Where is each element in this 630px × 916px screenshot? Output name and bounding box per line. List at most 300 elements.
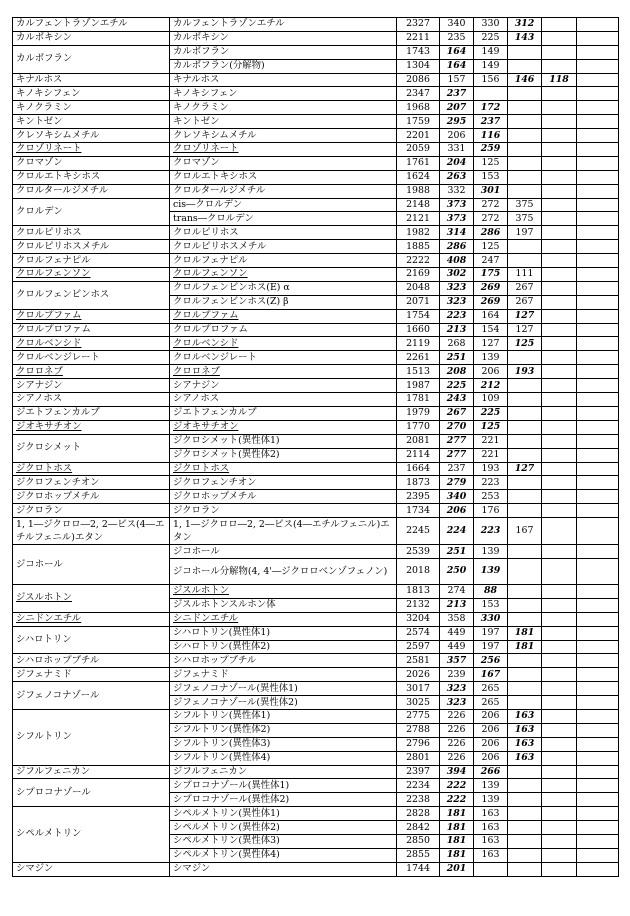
compound-name: ジコホール bbox=[16, 558, 63, 570]
retention-index-cell: 2395 bbox=[397, 490, 440, 504]
mz-ion-cell bbox=[508, 170, 542, 184]
mz-ion-cell: 163 bbox=[508, 709, 542, 723]
mz-ion-cell bbox=[508, 87, 542, 101]
compound-name: シアナジン bbox=[16, 379, 63, 391]
mz-ion-cell bbox=[542, 626, 577, 640]
mz-ion-cell bbox=[542, 406, 577, 420]
mz-ion-cell: 373 bbox=[440, 212, 474, 226]
compound-name-cell bbox=[13, 379, 170, 393]
compound-name: シニドンエチル bbox=[16, 613, 82, 625]
retention-index-cell: 2059 bbox=[397, 143, 440, 157]
mz-ion-cell bbox=[508, 420, 542, 434]
analyte-name-cell bbox=[170, 379, 397, 393]
retention-index-cell: 1513 bbox=[397, 365, 440, 379]
analyte-name: シアノホス bbox=[173, 393, 220, 405]
retention-index-cell: 1744 bbox=[397, 862, 440, 876]
mz-ion-cell bbox=[508, 101, 542, 115]
retention-index-cell: 1968 bbox=[397, 101, 440, 115]
analyte-name: クロルフェンソン bbox=[173, 268, 248, 280]
table-row bbox=[13, 626, 619, 640]
analyte-name-cell bbox=[170, 59, 397, 73]
analyte-name: シアナジン bbox=[173, 379, 220, 391]
analyte-name: クロゾリネート bbox=[173, 143, 239, 155]
analyte-name-cell bbox=[170, 765, 397, 779]
retention-index-cell: 2775 bbox=[397, 709, 440, 723]
mz-ion-cell: 167 bbox=[508, 518, 542, 545]
retention-index-cell: 1743 bbox=[397, 45, 440, 59]
analyte-name: ジクロホップメチル bbox=[173, 490, 257, 502]
analyte-name-cell bbox=[170, 115, 397, 129]
mz-ion-cell bbox=[542, 379, 577, 393]
empty-cell bbox=[577, 129, 619, 143]
mz-ion-cell: 373 bbox=[440, 198, 474, 212]
mz-ion-cell: 265 bbox=[474, 682, 508, 696]
compound-name-cell bbox=[13, 545, 170, 585]
analyte-name: クロルベンジレート bbox=[173, 351, 257, 363]
compound-name-cell bbox=[13, 807, 170, 863]
table-row bbox=[13, 323, 619, 337]
mz-ion-cell bbox=[508, 351, 542, 365]
compound-name: クロルフェンビンホス bbox=[16, 289, 110, 301]
analyte-name-cell bbox=[170, 156, 397, 170]
mz-ion-cell: 181 bbox=[508, 626, 542, 640]
mz-ion-cell bbox=[508, 379, 542, 393]
compound-name-cell bbox=[13, 240, 170, 254]
mz-ion-cell: 213 bbox=[440, 598, 474, 612]
mz-ion-cell bbox=[508, 654, 542, 668]
mz-ion-cell bbox=[542, 156, 577, 170]
empty-cell bbox=[577, 807, 619, 821]
mz-ion-cell: 127 bbox=[508, 309, 542, 323]
mz-ion-cell: 206 bbox=[474, 723, 508, 737]
table-row bbox=[13, 668, 619, 682]
analyte-name-cell bbox=[170, 834, 397, 848]
mz-ion-cell: 201 bbox=[440, 862, 474, 876]
mz-ion-cell: 139 bbox=[474, 793, 508, 807]
mz-ion-cell bbox=[508, 476, 542, 490]
compound-name-cell bbox=[13, 18, 170, 32]
mz-ion-cell bbox=[508, 584, 542, 598]
mz-ion-cell bbox=[542, 751, 577, 765]
compound-name-cell bbox=[13, 351, 170, 365]
mz-ion-cell: 330 bbox=[474, 18, 508, 32]
compound-name: ジクロシメット bbox=[16, 442, 82, 454]
mz-ion-cell: 125 bbox=[474, 156, 508, 170]
mz-ion-cell bbox=[508, 115, 542, 129]
analyte-name-cell bbox=[170, 45, 397, 59]
mz-ion-cell: 164 bbox=[474, 309, 508, 323]
table-row bbox=[13, 545, 619, 559]
mz-ion-cell bbox=[542, 309, 577, 323]
mz-ion-cell bbox=[508, 834, 542, 848]
mz-ion-cell: 206 bbox=[474, 751, 508, 765]
mz-ion-cell bbox=[508, 143, 542, 157]
empty-cell bbox=[577, 73, 619, 87]
retention-index-cell: 2245 bbox=[397, 518, 440, 545]
empty-cell bbox=[577, 848, 619, 862]
compound-name: クロルデン bbox=[16, 205, 63, 217]
mz-ion-cell: 164 bbox=[440, 59, 474, 73]
mz-ion-cell: 139 bbox=[474, 351, 508, 365]
mz-ion-cell: 323 bbox=[440, 295, 474, 309]
retention-index-cell: 2081 bbox=[397, 434, 440, 448]
mz-ion-cell bbox=[508, 682, 542, 696]
retention-index-cell: 3204 bbox=[397, 612, 440, 626]
analyte-name-cell bbox=[170, 323, 397, 337]
analyte-name: trans―クロルデン bbox=[173, 212, 254, 224]
retention-index-cell: 2796 bbox=[397, 737, 440, 751]
empty-cell bbox=[577, 281, 619, 295]
analyte-name: クレソキシムメチル bbox=[173, 129, 257, 141]
analyte-name: シプロコナゾール(異性体2) bbox=[173, 793, 290, 805]
mz-ion-cell bbox=[542, 31, 577, 45]
mz-ion-cell bbox=[508, 240, 542, 254]
analyte-name-cell bbox=[170, 626, 397, 640]
compound-name: ジフェナミド bbox=[16, 668, 72, 680]
analyte-name: シフルトリン(異性体1) bbox=[173, 710, 271, 722]
mz-ion-cell: 125 bbox=[508, 337, 542, 351]
empty-cell bbox=[577, 626, 619, 640]
table-row bbox=[13, 612, 619, 626]
mz-ion-cell bbox=[542, 351, 577, 365]
mz-ion-cell: 235 bbox=[440, 31, 474, 45]
table-row bbox=[13, 268, 619, 282]
mz-ion-cell: 153 bbox=[474, 598, 508, 612]
mz-ion-cell: 256 bbox=[474, 654, 508, 668]
mz-ion-cell bbox=[542, 295, 577, 309]
table-row bbox=[13, 434, 619, 448]
compound-name-cell bbox=[13, 626, 170, 654]
table-row bbox=[13, 462, 619, 476]
compound-name: クロロネブ bbox=[16, 365, 63, 377]
analyte-name-cell bbox=[170, 254, 397, 268]
table-row bbox=[13, 129, 619, 143]
analyte-name-cell bbox=[170, 848, 397, 862]
compound-name: シアノホス bbox=[16, 393, 63, 405]
mz-ion-cell bbox=[542, 184, 577, 198]
retention-index-cell: 2169 bbox=[397, 268, 440, 282]
mz-ion-cell bbox=[542, 129, 577, 143]
mz-ion-cell: 250 bbox=[440, 558, 474, 584]
analyte-name-cell bbox=[170, 143, 397, 157]
mz-ion-cell: 125 bbox=[474, 420, 508, 434]
analyte-name: ジコホール bbox=[173, 545, 220, 557]
analyte-name: シペルメトリン(異性体2) bbox=[173, 821, 280, 833]
mz-ion-cell: 340 bbox=[440, 18, 474, 32]
mz-ion-cell: 269 bbox=[474, 281, 508, 295]
mz-ion-cell bbox=[542, 682, 577, 696]
mz-ion-cell: 181 bbox=[440, 848, 474, 862]
mz-ion-cell: 206 bbox=[474, 737, 508, 751]
analyte-name: ジフェナミド bbox=[173, 668, 229, 680]
mz-ion-cell: 206 bbox=[440, 129, 474, 143]
table-row bbox=[13, 226, 619, 240]
mz-ion-cell: 323 bbox=[440, 682, 474, 696]
empty-cell bbox=[577, 490, 619, 504]
table-row bbox=[13, 18, 619, 32]
table-row bbox=[13, 143, 619, 157]
empty-cell bbox=[577, 295, 619, 309]
compound-name-cell bbox=[13, 420, 170, 434]
analyte-name: クロルエトキシホス bbox=[173, 171, 258, 183]
mz-ion-cell: 223 bbox=[440, 309, 474, 323]
compound-name-cell bbox=[13, 682, 170, 710]
analyte-name: キントゼン bbox=[173, 115, 220, 127]
analyte-name-cell bbox=[170, 462, 397, 476]
mz-ion-cell: 449 bbox=[440, 640, 474, 654]
mz-ion-cell: 163 bbox=[474, 807, 508, 821]
compound-name-cell bbox=[13, 393, 170, 407]
mz-ion-cell: 164 bbox=[440, 45, 474, 59]
retention-index-cell: 1660 bbox=[397, 323, 440, 337]
mz-ion-cell: 394 bbox=[440, 765, 474, 779]
table-row bbox=[13, 654, 619, 668]
mz-ion-cell bbox=[508, 406, 542, 420]
mz-ion-cell: 225 bbox=[474, 406, 508, 420]
empty-cell bbox=[577, 420, 619, 434]
analyte-name-cell bbox=[170, 365, 397, 379]
empty-cell bbox=[577, 448, 619, 462]
empty-cell bbox=[577, 254, 619, 268]
analyte-name: クロルプロファム bbox=[173, 324, 248, 336]
retention-index-cell: 2788 bbox=[397, 723, 440, 737]
compound-name-cell bbox=[13, 45, 170, 73]
analyte-name: クロマゾン bbox=[173, 157, 220, 169]
compound-name: クロルフェナピル bbox=[16, 254, 91, 266]
mz-ion-cell bbox=[542, 723, 577, 737]
empty-cell bbox=[577, 365, 619, 379]
compound-name-cell bbox=[13, 323, 170, 337]
retention-index-cell: 2026 bbox=[397, 668, 440, 682]
empty-cell bbox=[577, 212, 619, 226]
mz-ion-cell: 149 bbox=[474, 59, 508, 73]
retention-index-cell: 2574 bbox=[397, 626, 440, 640]
mz-ion-cell bbox=[542, 862, 577, 876]
analyte-name-cell bbox=[170, 226, 397, 240]
mz-ion-cell: 111 bbox=[508, 268, 542, 282]
compound-name: ジスルホトン bbox=[16, 592, 72, 604]
compound-name-cell bbox=[13, 143, 170, 157]
table-row bbox=[13, 406, 619, 420]
empty-cell bbox=[577, 862, 619, 876]
empty-cell bbox=[577, 198, 619, 212]
analyte-name-cell bbox=[170, 862, 397, 876]
mz-ion-cell: 197 bbox=[508, 226, 542, 240]
retention-index-cell: 2132 bbox=[397, 598, 440, 612]
table-row bbox=[13, 862, 619, 876]
table-body bbox=[13, 18, 619, 877]
analyte-name-cell bbox=[170, 351, 397, 365]
mz-ion-cell bbox=[508, 779, 542, 793]
empty-cell bbox=[577, 18, 619, 32]
compound-name-cell bbox=[13, 709, 170, 765]
empty-cell bbox=[577, 518, 619, 545]
analyte-name-cell bbox=[170, 337, 397, 351]
mz-ion-cell: 277 bbox=[440, 434, 474, 448]
mz-ion-cell bbox=[542, 558, 577, 584]
analyte-name-cell bbox=[170, 682, 397, 696]
mz-ion-cell: 277 bbox=[440, 448, 474, 462]
mz-ion-cell: 154 bbox=[474, 323, 508, 337]
compound-name-cell bbox=[13, 779, 170, 807]
mz-ion-cell bbox=[542, 434, 577, 448]
mz-ion-cell bbox=[542, 420, 577, 434]
mz-ion-cell: 375 bbox=[508, 198, 542, 212]
retention-index-cell: 2327 bbox=[397, 18, 440, 32]
mz-ion-cell bbox=[542, 765, 577, 779]
retention-index-cell: 2261 bbox=[397, 351, 440, 365]
empty-cell bbox=[577, 309, 619, 323]
table-row bbox=[13, 420, 619, 434]
mz-ion-cell bbox=[542, 821, 577, 835]
analyte-name-cell bbox=[170, 406, 397, 420]
analyte-name: クロルベンシド bbox=[173, 337, 239, 349]
retention-index-cell: 2211 bbox=[397, 31, 440, 45]
mz-ion-cell bbox=[508, 59, 542, 73]
analyte-name-cell bbox=[170, 295, 397, 309]
compound-name-cell bbox=[13, 198, 170, 226]
mz-ion-cell bbox=[508, 490, 542, 504]
mz-ion-cell bbox=[508, 504, 542, 518]
empty-cell bbox=[577, 351, 619, 365]
compound-name: ジクロフェンチオン bbox=[16, 476, 100, 488]
empty-cell bbox=[577, 504, 619, 518]
empty-cell bbox=[577, 31, 619, 45]
mz-ion-cell: 226 bbox=[440, 723, 474, 737]
analyte-name-cell bbox=[170, 558, 397, 584]
mz-ion-cell: 226 bbox=[440, 737, 474, 751]
mz-ion-cell: 156 bbox=[474, 73, 508, 87]
compound-name-cell bbox=[13, 765, 170, 779]
analyte-name-cell bbox=[170, 309, 397, 323]
mz-ion-cell bbox=[508, 821, 542, 835]
mz-ion-cell bbox=[542, 393, 577, 407]
retention-index-cell: 2397 bbox=[397, 765, 440, 779]
mz-ion-cell: 323 bbox=[440, 281, 474, 295]
mz-ion-cell bbox=[542, 598, 577, 612]
empty-cell bbox=[577, 584, 619, 598]
analyte-name-cell bbox=[170, 184, 397, 198]
analyte-name: シペルメトリン(異性体1) bbox=[173, 807, 280, 819]
mz-ion-cell bbox=[508, 448, 542, 462]
mz-ion-cell: 224 bbox=[440, 518, 474, 545]
mz-ion-cell bbox=[508, 765, 542, 779]
analyte-name: シハロトリン(異性体2) bbox=[173, 640, 270, 652]
analyte-name: カルボフラン(分解物) bbox=[173, 60, 265, 72]
mz-ion-cell bbox=[542, 490, 577, 504]
mz-ion-cell bbox=[542, 779, 577, 793]
table-row bbox=[13, 807, 619, 821]
retention-index-cell: 1873 bbox=[397, 476, 440, 490]
mz-ion-cell: 176 bbox=[474, 504, 508, 518]
retention-index-cell: 2018 bbox=[397, 558, 440, 584]
mz-ion-cell: 312 bbox=[508, 18, 542, 32]
analyte-name-cell bbox=[170, 779, 397, 793]
mz-ion-cell: 139 bbox=[474, 545, 508, 559]
compound-name: 1, 1―ジクロロ―2, 2―ビス(4―エチルフェニル)エタン bbox=[16, 519, 165, 544]
compound-name-cell bbox=[13, 462, 170, 476]
compound-name: ジフルフェニカン bbox=[16, 765, 91, 777]
table-row bbox=[13, 765, 619, 779]
retention-index-cell: 2539 bbox=[397, 545, 440, 559]
empty-cell bbox=[577, 765, 619, 779]
analyte-name: シプロコナゾール(異性体1) bbox=[173, 779, 290, 791]
empty-cell bbox=[577, 682, 619, 696]
mz-ion-cell: 222 bbox=[440, 793, 474, 807]
compound-name: ジクロホップメチル bbox=[16, 490, 100, 502]
mz-ion-cell: 221 bbox=[474, 434, 508, 448]
mz-ion-cell bbox=[508, 129, 542, 143]
mz-ion-cell: 163 bbox=[474, 834, 508, 848]
analyte-name: ジクロフェンチオン bbox=[173, 476, 257, 488]
compound-name: クロゾリネート bbox=[16, 143, 82, 155]
retention-index-cell: 1781 bbox=[397, 393, 440, 407]
analyte-name-cell bbox=[170, 476, 397, 490]
compound-name-cell bbox=[13, 612, 170, 626]
empty-cell bbox=[577, 737, 619, 751]
compound-name: クロルエトキシホス bbox=[16, 171, 101, 183]
analyte-name: クロルフェンビンホス(E) α bbox=[173, 282, 290, 294]
empty-cell bbox=[577, 668, 619, 682]
compound-name-cell bbox=[13, 309, 170, 323]
pesticide-table bbox=[12, 17, 619, 877]
empty-cell bbox=[577, 337, 619, 351]
analyte-name: シハロホップブチル bbox=[173, 654, 257, 666]
mz-ion-cell: 279 bbox=[440, 476, 474, 490]
analyte-name-cell bbox=[170, 518, 397, 545]
mz-ion-cell: 226 bbox=[440, 751, 474, 765]
compound-name-cell bbox=[13, 476, 170, 490]
analyte-name: シフルトリン(異性体4) bbox=[173, 752, 271, 764]
empty-cell bbox=[577, 709, 619, 723]
mz-ion-cell bbox=[508, 434, 542, 448]
analyte-name-cell bbox=[170, 807, 397, 821]
mz-ion-cell: 206 bbox=[474, 709, 508, 723]
mz-ion-cell: 267 bbox=[440, 406, 474, 420]
compound-name-cell bbox=[13, 281, 170, 309]
mz-ion-cell: 193 bbox=[474, 462, 508, 476]
mz-ion-cell: 251 bbox=[440, 545, 474, 559]
analyte-name-cell bbox=[170, 434, 397, 448]
mz-ion-cell: 237 bbox=[440, 462, 474, 476]
retention-index-cell: 2114 bbox=[397, 448, 440, 462]
mz-ion-cell: 286 bbox=[474, 226, 508, 240]
analyte-name: クロルピリホス bbox=[173, 226, 239, 238]
retention-index-cell: 1988 bbox=[397, 184, 440, 198]
mz-ion-cell: 272 bbox=[474, 212, 508, 226]
compound-name: クロルタールジメチル bbox=[16, 185, 109, 197]
mz-ion-cell bbox=[542, 115, 577, 129]
compound-name: ジオキサチオン bbox=[16, 421, 82, 433]
mz-ion-cell: 449 bbox=[440, 626, 474, 640]
analyte-name-cell bbox=[170, 393, 397, 407]
mz-ion-cell: 125 bbox=[474, 240, 508, 254]
mz-ion-cell bbox=[508, 45, 542, 59]
table-row bbox=[13, 365, 619, 379]
analyte-name-cell bbox=[170, 101, 397, 115]
analyte-name: カルボフラン bbox=[173, 46, 230, 58]
analyte-name-cell bbox=[170, 612, 397, 626]
mz-ion-cell: 175 bbox=[474, 268, 508, 282]
mz-ion-cell bbox=[542, 668, 577, 682]
analyte-name: ジフェノコナゾール(異性体2) bbox=[173, 696, 298, 708]
analyte-name: カルフェントラゾンエチル bbox=[173, 18, 285, 30]
mz-ion-cell: 118 bbox=[542, 73, 577, 87]
mz-ion-cell: 295 bbox=[440, 115, 474, 129]
retention-index-cell: 2121 bbox=[397, 212, 440, 226]
retention-index-cell: 1813 bbox=[397, 584, 440, 598]
analyte-name: cis―クロルデン bbox=[173, 199, 243, 211]
